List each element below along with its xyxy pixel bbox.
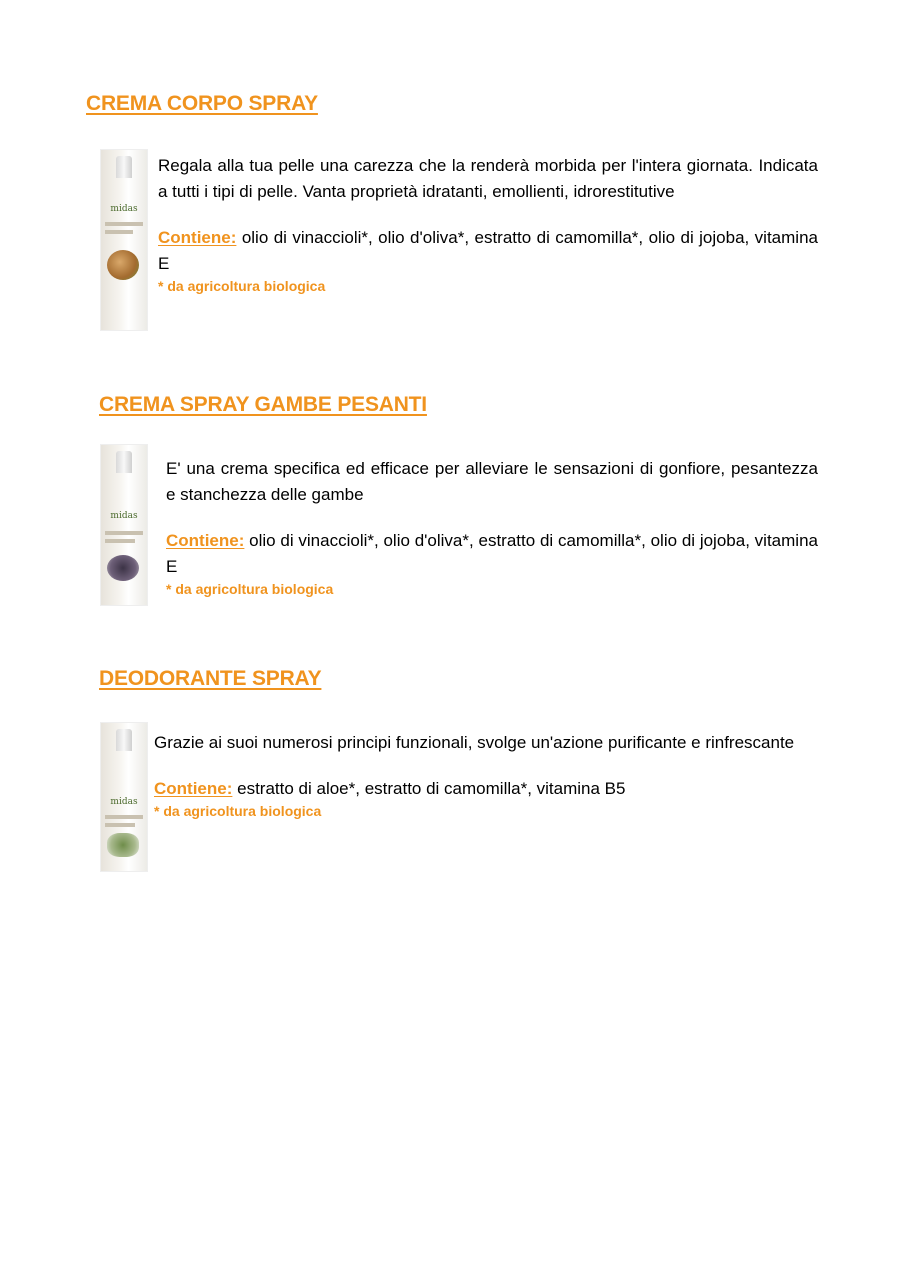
ingredients-list: olio di vinaccioli*, olio d'oliva*, estratto di camomilla*, olio di jojoba, vitamina E xyxy=(158,228,818,273)
product-body-crema-spray-gambe-pesanti xyxy=(166,456,818,598)
product-body-crema-corpo-spray xyxy=(158,153,818,295)
ingredients-row xyxy=(154,776,818,802)
product-image-deodorante-spray xyxy=(100,722,148,872)
product-description: Regala alla tua pelle una carezza che la renderà morbida per l'intera giornata. Indicata a tutti i tipi di pelle. Vanta proprietà idratanti, emollienti, idrorestitutive xyxy=(158,156,818,201)
product-description: Grazie ai suoi numerosi principi funzionali, svolge un'azione purificante e rinfrescante xyxy=(154,733,795,752)
contiene-label: Contiene: xyxy=(166,531,245,550)
ingredients-row xyxy=(158,225,818,277)
ingredients-list: estratto di aloe*, estratto di camomilla*, vitamina B5 xyxy=(232,779,626,798)
contiene-label: Contiene: xyxy=(154,779,233,798)
contiene-label: Contiene: xyxy=(158,228,237,247)
product-image-crema-corpo-spray xyxy=(100,149,148,331)
product-description: E' una crema specifica ed efficace per alleviare le sensazioni di gonfiore, pesantezza e stanchezza delle gambe xyxy=(166,459,818,504)
product-image-crema-spray-gambe-pesanti xyxy=(100,444,148,606)
brand-logo: midas xyxy=(110,204,138,214)
product-title-crema-spray-gambe-pesanti: CREMA SPRAY GAMBE PESANTI xyxy=(99,393,427,416)
ingredients-list: olio di vinaccioli*, olio d'oliva*, estratto di camomilla*, olio di jojoba, vitamina E xyxy=(166,531,818,576)
product-title-deodorante-spray: DEODORANTE SPRAY xyxy=(99,667,322,690)
product-body-deodorante-spray xyxy=(154,730,818,820)
organic-note: * da agricoltura biologica xyxy=(166,581,334,597)
organic-note: * da agricoltura biologica xyxy=(154,803,322,819)
organic-note: * da agricoltura biologica xyxy=(158,278,326,294)
ingredients-row xyxy=(166,528,818,580)
brand-logo: midas xyxy=(110,797,138,807)
brand-logo: midas xyxy=(110,511,138,521)
product-title-crema-corpo-spray: CREMA CORPO SPRAY xyxy=(86,92,318,115)
